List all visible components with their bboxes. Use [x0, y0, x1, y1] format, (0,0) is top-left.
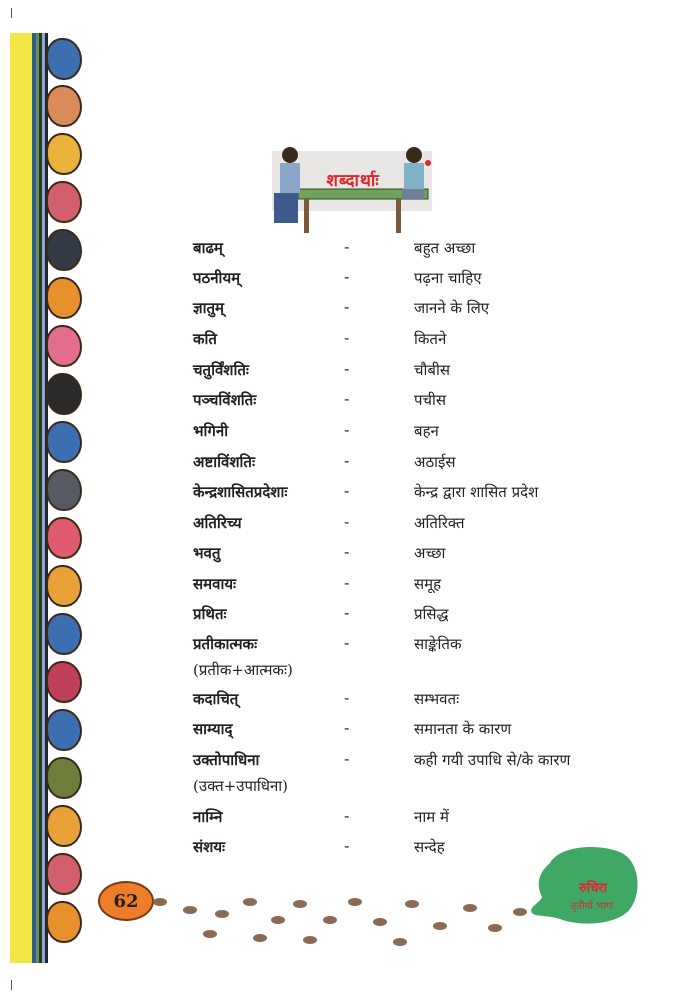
glossary-meaning: अच्छा [414, 544, 446, 562]
glossary-row [0, 421, 700, 445]
glossary-meaning: पचीस [414, 391, 447, 409]
glossary-word: भगिनी [193, 422, 229, 440]
glossary-word: चतुर्विंशतिः [193, 361, 249, 379]
separator-dash: - [344, 837, 350, 855]
separator-dash: - [344, 543, 350, 561]
separator-dash: - [344, 513, 350, 531]
book-subtitle: तृतीयो भागः [570, 901, 614, 912]
glossary-row [0, 329, 700, 353]
glossary-row [0, 604, 700, 628]
glossary-row [0, 634, 700, 658]
glossary-meaning: नाम में [414, 808, 449, 826]
glossary-row [0, 452, 700, 476]
page-number: 62 [98, 881, 154, 921]
glossary-word: पञ्चविंशतिः [193, 391, 257, 409]
separator-dash: - [344, 719, 350, 737]
glossary-word: प्रतीकात्मकः [193, 635, 258, 653]
glossary-meaning: कही गयी उपाधि से/के कारण [414, 751, 571, 769]
glossary-meaning: अठाईस [414, 453, 456, 471]
glossary-meaning: अतिरिक्त [414, 514, 465, 532]
glossary-row [0, 807, 700, 831]
separator-dash: - [344, 604, 350, 622]
glossary-meaning: समानता के कारण [414, 720, 512, 738]
separator-dash: - [344, 574, 350, 592]
separator-dash: - [344, 689, 350, 707]
glossary-word: कदाचित् [193, 690, 239, 708]
separator-dash: - [344, 421, 350, 439]
glossary-word: साम्याद् [193, 720, 233, 738]
glossary-word: भवतु [193, 544, 221, 562]
glossary-row [0, 390, 700, 414]
glossary-meaning: प्रसिद्ध [414, 605, 449, 623]
glossary-word: अष्टाविंशतिः [193, 453, 255, 471]
glossary-meaning: समूह [414, 575, 442, 593]
separator-dash: - [344, 298, 350, 316]
glossary-row [0, 574, 700, 598]
glossary-meaning: सन्देह [414, 838, 445, 856]
glossary-note: (उक्त+उपाधिना) [193, 777, 289, 795]
glossary-row [0, 482, 700, 506]
book-title: रुचिरा [578, 881, 608, 896]
glossary-meaning: पढ़ना चाहिए [414, 269, 482, 287]
separator-dash: - [344, 482, 350, 500]
glossary-meaning: बहन [414, 422, 439, 440]
glossary-row [0, 719, 700, 743]
glossary-word: पठनीयम् [193, 269, 241, 287]
page-title: शब्दार्थाः [326, 171, 380, 191]
glossary-row [0, 750, 700, 774]
separator-dash: - [344, 390, 350, 408]
glossary-word: प्रथितः [193, 605, 227, 623]
glossary-row [0, 298, 700, 322]
glossary-note: (प्रतीक+आत्मकः) [193, 661, 293, 679]
separator-dash: - [344, 238, 350, 256]
glossary-meaning: सम्भवतः [414, 690, 460, 708]
glossary-word: केन्द्रशासितप्रदेशाः [193, 483, 288, 501]
glossary-row [0, 268, 700, 292]
glossary-row [0, 543, 700, 567]
glossary-meaning: चौबीस [414, 361, 451, 379]
footprints-icon [150, 890, 540, 950]
glossary-row [0, 689, 700, 713]
glossary-word: बाढम् [193, 239, 223, 257]
glossary-word: संशयः [193, 838, 226, 856]
glossary-row [0, 360, 700, 384]
glossary-word: ज्ञातुम् [193, 299, 225, 317]
glossary-meaning: कितने [414, 330, 447, 348]
separator-dash: - [344, 452, 350, 470]
glossary-meaning: जानने के लिए [414, 299, 490, 317]
glossary-row [0, 238, 700, 262]
separator-dash: - [344, 360, 350, 378]
glossary-meaning: साङ्केतिक [414, 635, 462, 653]
separator-dash: - [344, 634, 350, 652]
glossary-word: अतिरिच्य [193, 514, 242, 532]
glossary-row [0, 513, 700, 537]
glossary-word: समवायः [193, 575, 237, 593]
glossary-word: नाम्नि [193, 808, 223, 826]
separator-dash: - [344, 268, 350, 286]
separator-dash: - [344, 329, 350, 347]
separator-dash: - [344, 807, 350, 825]
glossary-word: कति [193, 330, 217, 348]
glossary-meaning: बहुत अच्छा [414, 239, 476, 257]
glossary-meaning: केन्द्र द्वारा शासित प्रदेश [414, 483, 539, 501]
glossary-word: उक्तोपाधिना [193, 751, 260, 769]
separator-dash: - [344, 750, 350, 768]
